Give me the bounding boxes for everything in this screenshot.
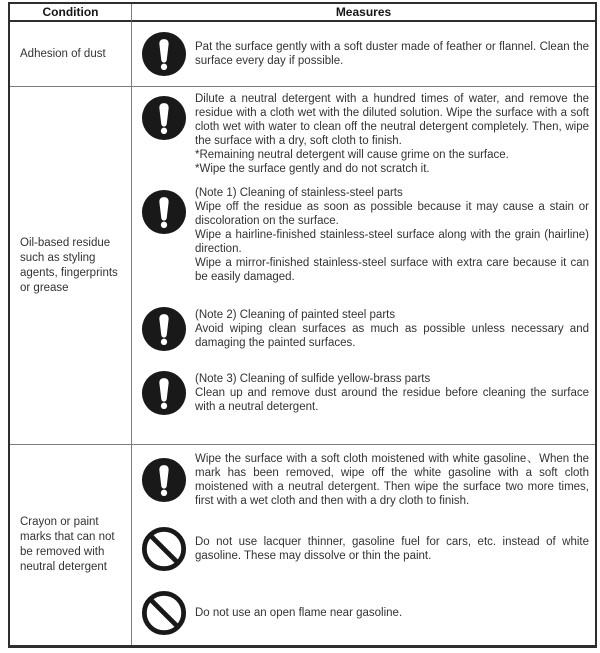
- measure-paragraph: Wipe off the residue as soon as possible because it may cause a stain or discoloration on the surface.: [195, 201, 589, 227]
- measure-block: [141, 526, 589, 572]
- measure-paragraph: Wipe a hairline-finished stainless-steel surface along with the grain (hairline) direction.: [195, 229, 589, 255]
- column-header-condition: Condition: [10, 4, 132, 22]
- measure-text: [195, 535, 589, 563]
- measure-paragraph: Wipe the surface with a soft cloth moistened with white gasoline、When the mark has been removed, wipe off the white gasoline with a soft cloth moistened with a neutral detergent. Then wipe the surface two more times, first with a wet cloth and then with a dry cloth to finish.: [195, 453, 589, 507]
- measure-text: [195, 308, 589, 350]
- measure-paragraph: Dilute a neutral detergent with a hundred times of water, and remove the residue with a cloth wet with the diluted solution. Wipe the surface with a soft cloth wet with water to clean off the neutral detergent completely. Then, wipe the surface with a dry, soft cloth to finish.: [195, 93, 589, 147]
- measures-cell-crayon-paint-marks: [132, 445, 595, 645]
- measure-block: [141, 370, 589, 416]
- mandatory-action-exclamation-icon: [141, 457, 187, 503]
- condition-measures-table: [8, 2, 597, 648]
- prohibition-no-icon: [141, 590, 187, 636]
- measure-paragraph: *Wipe the surface gently and do not scratch it.: [195, 163, 430, 175]
- condition-label: Crayon or paint marks that can not be removed with neutral detergent: [20, 516, 115, 573]
- measure-text: [195, 452, 589, 508]
- condition-cell-oil-based-residue: [10, 87, 132, 445]
- measure-text: [195, 92, 589, 176]
- measure-text: [195, 186, 589, 284]
- measure-text: [195, 606, 589, 620]
- measure-text: [195, 372, 589, 414]
- measure-paragraph: Clean up and remove dust around the residue before cleaning the surface with a neutral detergent.: [195, 387, 589, 413]
- measure-paragraph: *Remaining neutral detergent will cause grime on the surface.: [195, 149, 509, 161]
- condition-label: Oil-based residue such as styling agents, fingerprints or grease: [20, 236, 118, 294]
- measure-paragraph: Do not use lacquer thinner, gasoline fuel for cars, etc. instead of white gasoline. These may dissolve or thin the paint.: [195, 536, 589, 562]
- measure-paragraph: (Note 2) Cleaning of painted steel parts: [195, 309, 396, 321]
- measure-paragraph: Wipe a mirror-finished stainless-steel surface with extra care because it can be easily damaged.: [195, 257, 589, 283]
- measures-cell-oil-based-residue: [132, 87, 595, 445]
- measure-block: [141, 590, 589, 636]
- column-header-measures: Measures: [132, 4, 595, 22]
- mandatory-action-exclamation-icon: [141, 95, 187, 141]
- condition-cell-crayon-paint-marks: [10, 445, 132, 645]
- measure-paragraph: Pat the surface gently with a soft duster made of feather or flannel. Clean the surface every day if possible.: [195, 41, 589, 67]
- measure-block: [141, 186, 589, 284]
- mandatory-action-exclamation-icon: [141, 189, 187, 235]
- measure-paragraph: Avoid wiping clean surfaces as much as possible unless necessary and damaging the painted surfaces.: [195, 323, 589, 349]
- measure-paragraph: (Note 3) Cleaning of sulfide yellow-brass parts: [195, 373, 431, 385]
- condition-label: Adhesion of dust: [20, 47, 106, 60]
- measure-block: [141, 452, 589, 508]
- condition-cell-adhesion-of-dust: [10, 22, 132, 87]
- mandatory-action-exclamation-icon: [141, 31, 187, 77]
- measure-block: [141, 306, 589, 352]
- measure-block: [141, 31, 589, 77]
- measure-paragraph: (Note 1) Cleaning of stainless-steel parts: [195, 187, 403, 199]
- mandatory-action-exclamation-icon: [141, 306, 187, 352]
- measures-cell-adhesion-of-dust: [132, 22, 595, 87]
- measure-block: [141, 92, 589, 176]
- mandatory-action-exclamation-icon: [141, 370, 187, 416]
- measure-paragraph: Do not use an open flame near gasoline.: [195, 607, 403, 619]
- prohibition-no-icon: [141, 526, 187, 572]
- measure-text: [195, 40, 589, 68]
